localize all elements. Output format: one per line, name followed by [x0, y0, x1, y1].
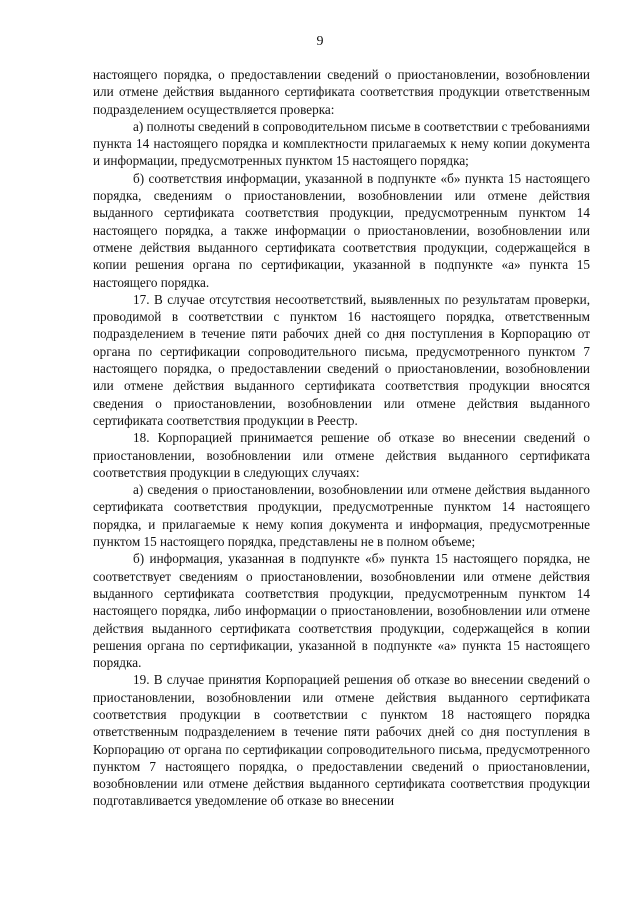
page-number: 9 — [316, 34, 324, 49]
document-body — [93, 66, 590, 810]
paragraph-17: 17. В случае отсутствия несоответствий, выявленных по результатам проверки, проводимой в соответствии с пунктом 16 настоящего порядка, ответственным подразделением в течение пяти рабочих дней со дня поступления в Корпорацию от органа по сертификации сопроводительного письма, предусмотренного пунктом 7 настоящего порядка, о предоставлении сведений о приостановлении, возобновлении или отмене действия выданного сертификата соответствия продукции вносятся сведения о приостановлении, возобновлении или отмене действия выданного сертификата соответствия продукции в Реестр. — [93, 291, 590, 428]
paragraph-18-a: а) сведения о приостановлении, возобновлении или отмене действия выданного сертификата соответствия продукции, предусмотренные пунктом 14 настоящего порядка, и прилагаемые к нему копия документа и информация, предусмотренные пунктом 15 настоящего порядка, представлены не в полном объеме; — [93, 482, 590, 550]
paragraph-16-b: б) соответствия информации, указанной в подпункте «б» пункта 15 настоящего порядка, сведениям о приостановлении, возобновлении или отмене действия выданного сертификата соответствия продукции, предусмотренным пунктом 14 настоящего порядка, а также информации о приостановлении, возобновлении или отмене действия выданного сертификата соответствия продукции, содержащейся в копии решения органа по сертификации, указанной в подпункте «а» пункта 15 настоящего порядка. — [93, 170, 590, 290]
paragraph-19: 19. В случае принятия Корпорацией решения об отказе во внесении сведений о приостановлении, возобновлении или отмене действия выданного сертификата соответствия продукции в соответствии с пунктом 18 настоящего порядка ответственным подразделением в течение пяти рабочих дней со дня поступления в Корпорацию от органа по сертификации сопроводительного письма, предусмотренного пунктом 7 настоящего порядка, о предоставлении сведений о приостановлении, возобновлении или отмене действия выданного сертификата соответствия продукции подготавливается уведомление об отказе во внесении — [93, 672, 590, 809]
paragraph-18: 18. Корпорацией принимается решение об отказе во внесении сведений о приостановлении, возобновлении или отмене действия выданного сертификата соответствия продукции в следующих случаях: — [93, 430, 590, 480]
paragraph-18-b: б) информация, указанная в подпункте «б» пункта 15 настоящего порядка, не соответствует сведениям о приостановлении, возобновлении или отмене действия выданного сертификата соответствия продукции, предусмотренным пунктом 14 настоящего порядка, либо информации о приостановлении, возобновлении или отмене действия выданного сертификата соответствия продукции, содержащейся в копии решения органа по сертификации, указанной в подпункте «а» пункта 15 настоящего порядка. — [93, 551, 590, 671]
paragraph-16-continuation: настоящего порядка, о предоставлении сведений о приостановлении, возобновлении или отмене действия выданного сертификата соответствия продукции ответственным подразделением осуществляется проверка: — [93, 67, 590, 117]
paragraph-16-a: а) полноты сведений в сопроводительном письме в соответствии с требованиями пункта 14 настоящего порядка и комплектности прилагаемых к нему копии документа и информации, предусмотренных пунктом 15 настоящего порядка; — [93, 118, 590, 169]
